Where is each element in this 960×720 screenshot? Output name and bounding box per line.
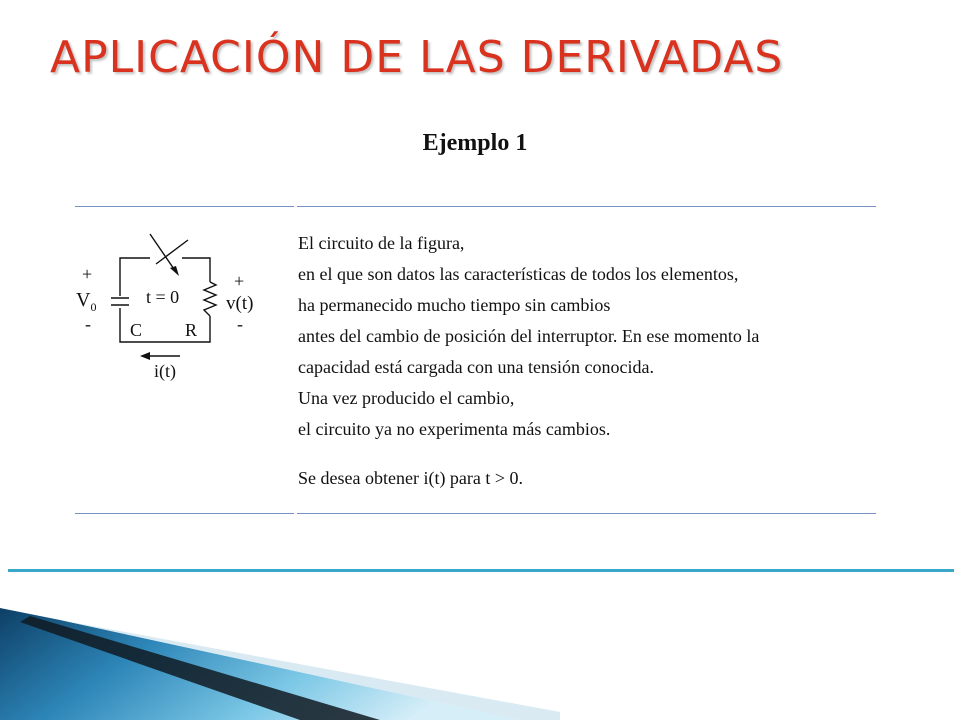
v0-subscript: 0 xyxy=(90,300,97,314)
minus-right: - xyxy=(237,314,243,334)
statement-line: el circuito ya no experimenta más cambios. xyxy=(298,419,611,439)
statement-line: en el que son datos las características de todos los elementos, xyxy=(298,264,739,284)
capacitor-label: C xyxy=(130,320,143,340)
statement-line: El circuito de la figura, xyxy=(298,233,465,253)
switch-lever xyxy=(150,234,176,272)
statement-line: capacidad está cargada con una tensión conocida. xyxy=(298,357,655,377)
resistor-label: R xyxy=(185,320,198,340)
v0-label xyxy=(76,289,96,314)
statement-line: Una vez producido el cambio, xyxy=(298,388,515,408)
v0-main: V xyxy=(76,289,91,311)
plus-right: + xyxy=(234,271,245,291)
statement-line: antes del cambio de posición del interruptor. En ese momento la xyxy=(298,326,760,346)
switch-cross xyxy=(156,240,188,264)
wire-right-top xyxy=(182,258,210,282)
bottom-rule-left xyxy=(75,513,294,514)
plus-left: + xyxy=(82,264,93,284)
current-arrowhead xyxy=(140,352,150,360)
divider-line xyxy=(8,569,954,572)
current-label: i(t) xyxy=(154,361,176,381)
circuit-diagram xyxy=(70,224,290,394)
example-title: Ejemplo 1 xyxy=(422,130,528,156)
slide-title: APLICACIÓN DE LAS DERIVADAS xyxy=(50,32,784,83)
vt-label: v(t) xyxy=(226,293,254,314)
statement-question: Se desea obtener i(t) para t > 0. xyxy=(298,468,524,488)
decorative-wedge xyxy=(0,600,560,720)
resistor-zigzag xyxy=(204,282,216,316)
top-rule-left xyxy=(75,206,294,207)
minus-left: - xyxy=(85,314,91,334)
switch-arrowhead xyxy=(170,266,179,276)
bottom-rule-right xyxy=(297,513,876,514)
top-rule-right xyxy=(297,206,876,207)
switch-label: t = 0 xyxy=(146,287,180,307)
statement-line: ha permanecido mucho tiempo sin cambios xyxy=(298,295,611,315)
problem-statement xyxy=(298,228,888,494)
